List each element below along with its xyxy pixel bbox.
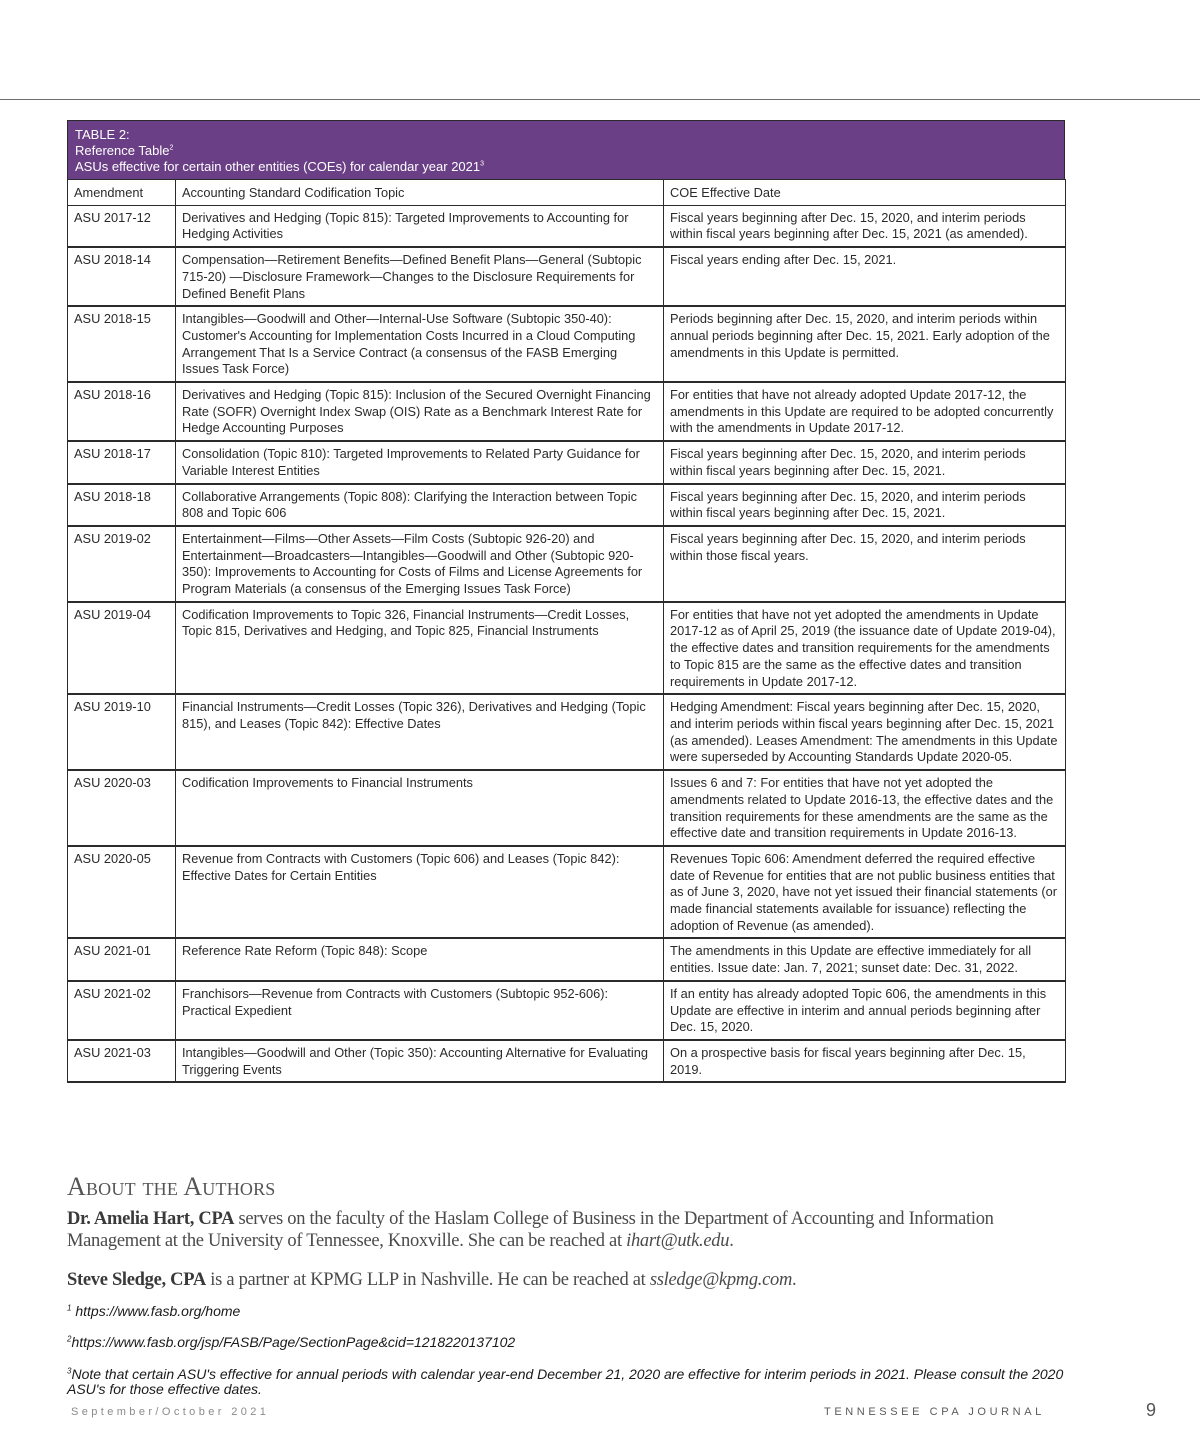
cell-effective-date: For entities that have not already adopted Update 2017-12, the amendments in this Update are required to be adopted concurrently with the amendments in Update 2017-12. (664, 382, 1066, 441)
cell-topic: Revenue from Contracts with Customers (Topic 606) and Leases (Topic 842): Effective Dates for Certain Entities (176, 846, 664, 939)
table-row (68, 602, 1066, 695)
cell-effective-date: Revenues Topic 606: Amendment deferred the required effective date of Revenue for entities that are not public business entities that as of June 3, 2020, have not yet issued their financial statements (or made financial statements available for issuance) reflecting the adoption of Revenue (as amended). (664, 846, 1066, 939)
cell-amendment: ASU 2020-05 (68, 846, 176, 939)
cell-amendment: ASU 2018-14 (68, 247, 176, 306)
cell-topic: Entertainment—Films—Other Assets—Film Costs (Subtopic 926-20) and Entertainment—Broadcasters—Intangibles—Goodwill and Other (Subtopic 920-350): Improvements to Accounting for Costs of Films and License Agreements for Program Materials (a consensus of the Emerging Issues Task Force) (176, 526, 664, 602)
footnote-3: $^3$Note that certain ASU's effective for annual periods with calendar year-end December 21, 2020 are effective for interim periods in 2021. Please consult the 2020 ASU's for those effective dates. (67, 1366, 1064, 1397)
column-header-topic: Accounting Standard Codification Topic (176, 180, 664, 206)
footer-journal-name: TENNESSEE CPA JOURNAL (824, 1406, 1045, 1418)
cell-amendment: ASU 2021-02 (68, 981, 176, 1040)
table-row (68, 247, 1066, 306)
cell-effective-date: On a prospective basis for fiscal years beginning after Dec. 15, 2019. (664, 1040, 1066, 1082)
cell-topic: Collaborative Arrangements (Topic 808): Clarifying the Interaction between Topic 808 and Topic 606 (176, 484, 664, 526)
author-bio-sledge: Steve Sledge, CPA is a partner at KPMG LLP in Nashville. He can be reached at ssledge@kpmg.com. (67, 1270, 797, 1290)
author-email: ihart@utk.edu (626, 1231, 730, 1251)
cell-effective-date: Fiscal years ending after Dec. 15, 2021. (664, 247, 1066, 306)
table-row (68, 382, 1066, 441)
table-row (68, 441, 1066, 483)
footer-issue-date: September/October 2021 (71, 1406, 270, 1418)
cell-topic: Reference Rate Reform (Topic 848): Scope (176, 938, 664, 980)
cell-topic: Codification Improvements to Topic 326, Financial Instruments—Credit Losses, Topic 815, Derivatives and Hedging, and Topic 825, Financial Instruments (176, 602, 664, 695)
cell-effective-date: Fiscal years beginning after Dec. 15, 2020, and interim periods within fiscal years beginning after Dec. 15, 2021. (664, 441, 1066, 483)
cell-amendment: ASU 2021-01 (68, 938, 176, 980)
cell-effective-date: For entities that have not yet adopted the amendments in Update 2017-12 as of April 25, 2019 (the issuance date of Update 2019-04), the effective dates and transition requirements for the amendments to Topic 815 are the same as the effective dates and transition requirements in Update 2017-12. (664, 602, 1066, 695)
table-row (68, 938, 1066, 980)
table-subtitle: Reference Table$^2$ (75, 143, 174, 158)
table-header (67, 120, 1065, 179)
footnote-ref: 2 (169, 144, 174, 152)
cell-amendment: ASU 2019-04 (68, 602, 176, 695)
page-number: 9 (1146, 1400, 1157, 1420)
cell-topic: Derivatives and Hedging (Topic 815): Targeted Improvements to Accounting for Hedging Activities (176, 205, 664, 247)
cell-amendment: ASU 2020-03 (68, 770, 176, 846)
table-title: TABLE 2: (75, 127, 130, 142)
column-header-amendment: Amendment (68, 180, 176, 206)
cell-effective-date: The amendments in this Update are effective immediately for all entities. Issue date: Jan. 7, 2021; sunset date: Dec. 31, 2022. (664, 938, 1066, 980)
footnote-ref: 3 (480, 160, 485, 168)
cell-effective-date: Periods beginning after Dec. 15, 2020, and interim periods within annual periods beginning after Dec. 15, 2021. Early adoption of the amendments in this Update is permitted. (664, 306, 1066, 382)
cell-amendment: ASU 2021-03 (68, 1040, 176, 1082)
cell-topic: Intangibles—Goodwill and Other (Topic 350): Accounting Alternative for Evaluating Triggering Events (176, 1040, 664, 1082)
cell-effective-date: Fiscal years beginning after Dec. 15, 2020, and interim periods within fiscal years beginning after Dec. 15, 2021 (as amended). (664, 205, 1066, 247)
table-row (68, 306, 1066, 382)
table-row (68, 981, 1066, 1040)
cell-topic: Codification Improvements to Financial Instruments (176, 770, 664, 846)
table-row (68, 770, 1066, 846)
cell-topic: Franchisors—Revenue from Contracts with Customers (Subtopic 952-606): Practical Expedient (176, 981, 664, 1040)
column-header-effective-date: COE Effective Date (664, 180, 1066, 206)
top-rule (0, 99, 1200, 100)
footnote-2: $^2$https://www.fasb.org/jsp/FASB/Page/SectionPage&cid=1218220137102 (67, 1334, 516, 1350)
author-bio-hart: Dr. Amelia Hart, CPA serves on the faculty of the Haslam College of Business in the Department of Accounting and Information Management at the University of Tennessee, Knoxville. She can be reached at ihart@utk.edu. (67, 1209, 994, 1251)
table-row (68, 846, 1066, 939)
about-authors-heading: About the Authors (67, 1172, 276, 1201)
cell-effective-date: Issues 6 and 7: For entities that have not yet adopted the amendments related to Update 2016-13, the effective dates and the transition requirements for these amendments are the same as the effective date and transition requirements in Update 2016-13. (664, 770, 1066, 846)
column-header-row (68, 180, 1066, 206)
cell-effective-date: Fiscal years beginning after Dec. 15, 2020, and interim periods within those fiscal years. (664, 526, 1066, 602)
table-row (68, 484, 1066, 526)
table-row (68, 526, 1066, 602)
asu-table (67, 179, 1066, 1083)
author-name: Steve Sledge, CPA (67, 1270, 206, 1290)
cell-amendment: ASU 2018-17 (68, 441, 176, 483)
cell-topic: Derivatives and Hedging (Topic 815): Inclusion of the Secured Overnight Financing Rate (SOFR) Overnight Index Swap (OIS) Rate as a Benchmark Interest Rate for Hedge Accounting Purposes (176, 382, 664, 441)
reference-table (67, 120, 1065, 1083)
cell-effective-date: Hedging Amendment: Fiscal years beginning after Dec. 15, 2020, and interim periods within fiscal years beginning after Dec. 15, 2021 (as amended). Leases Amendment: The amendments in this Update were superseded by Accounting Standards Update 2020-05. (664, 694, 1066, 770)
cell-effective-date: If an entity has already adopted Topic 606, the amendments in this Update are effective in interim and annual periods beginning after Dec. 15, 2020. (664, 981, 1066, 1040)
cell-amendment: ASU 2019-10 (68, 694, 176, 770)
cell-topic: Financial Instruments—Credit Losses (Topic 326), Derivatives and Hedging (Topic 815), and Leases (Topic 842): Effective Dates (176, 694, 664, 770)
table-row (68, 694, 1066, 770)
cell-amendment: ASU 2018-15 (68, 306, 176, 382)
cell-topic: Intangibles—Goodwill and Other—Internal-Use Software (Subtopic 350-40): Customer's Accounting for Implementation Costs Incurred in a Cloud Computing Arrangement That Is a Service Contract (a consensus of the FASB Emerging Issues Task Force) (176, 306, 664, 382)
table-row (68, 1040, 1066, 1082)
cell-topic: Compensation—Retirement Benefits—Defined Benefit Plans—General (Subtopic 715-20) —Disclosure Framework—Changes to the Disclosure Requirements for Defined Benefit Plans (176, 247, 664, 306)
cell-amendment: ASU 2018-16 (68, 382, 176, 441)
table-row (68, 205, 1066, 247)
cell-topic: Consolidation (Topic 810): Targeted Improvements to Related Party Guidance for Variable Interest Entities (176, 441, 664, 483)
cell-amendment: ASU 2019-02 (68, 526, 176, 602)
author-name: Dr. Amelia Hart, CPA (67, 1209, 235, 1229)
cell-amendment: ASU 2017-12 (68, 205, 176, 247)
cell-effective-date: Fiscal years beginning after Dec. 15, 2020, and interim periods within fiscal years beginning after Dec. 15, 2021. (664, 484, 1066, 526)
author-email: ssledge@kpmg.com (649, 1270, 793, 1290)
table-description: ASUs effective for certain other entities (COEs) for calendar year 2021$^3$ (75, 159, 485, 174)
cell-amendment: ASU 2018-18 (68, 484, 176, 526)
footnote-1: $^1$ https://www.fasb.org/home (67, 1303, 241, 1319)
